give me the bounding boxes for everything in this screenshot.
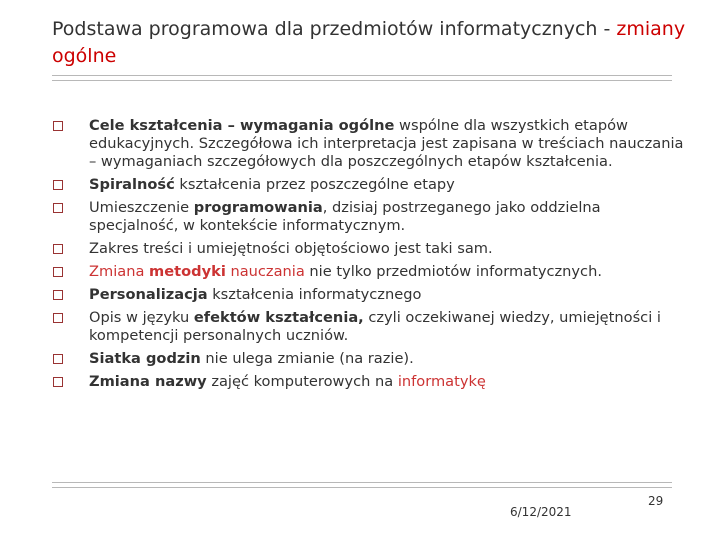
bullet-text: Zakres treści i umiejętności objętościowo jest taki sam. [89, 240, 493, 257]
square-bullet-icon [53, 267, 63, 277]
bullet-item [52, 350, 692, 368]
slide-date: 6/12/2021 [510, 505, 572, 519]
bullet-emphasis: Siatka godzin [89, 350, 201, 367]
bullet-text: , dzisiaj postrzeganego jako oddzielna specjalność, w kontekście informatycznym. [89, 199, 601, 234]
square-bullet-icon [53, 203, 63, 213]
square-bullet-icon [53, 180, 63, 190]
bullet-item [52, 373, 692, 391]
bullet-highlight-bold: metodyki [149, 263, 226, 280]
bullet-text: Opis w języku [89, 309, 194, 326]
square-bullet-icon [53, 244, 63, 254]
bullet-emphasis: Personalizacja [89, 286, 208, 303]
bullet-emphasis: programowania [193, 199, 323, 216]
square-bullet-icon [53, 313, 63, 323]
bullet-text: kształcenia przez poszczególne etapy [174, 176, 455, 193]
slide-page-number: 29 [648, 494, 664, 508]
bullet-text: Umieszczenie [89, 199, 194, 216]
footer-divider [52, 482, 672, 483]
slide-title-main: Podstawa programowa dla przedmiotów informatycznych - [52, 18, 617, 40]
bullet-emphasis: Spiralność [89, 176, 175, 193]
bullet-text: czyli oczekiwanej wiedzy, umiejętności i kompetencji personalnych uczniów. [89, 309, 661, 344]
square-bullet-icon [53, 290, 63, 300]
bullet-emphasis: Zmiana nazwy [89, 373, 207, 390]
square-bullet-icon [53, 377, 63, 387]
bullet-text: nie ulega zmianie (na razie). [200, 350, 414, 367]
square-bullet-icon [53, 121, 63, 131]
bullet-list [52, 117, 692, 396]
square-bullet-icon [53, 354, 63, 364]
bullet-text: zajęć komputerowych na [206, 373, 398, 390]
bullet-item [52, 286, 692, 304]
bullet-item [52, 117, 692, 171]
bullet-text: kształcenia informatycznego [207, 286, 422, 303]
bullet-highlight: informatykę [397, 373, 486, 390]
bullet-item [52, 199, 692, 235]
title-divider-secondary [52, 80, 672, 81]
bullet-text: nie tylko przedmiotów informatycznych. [304, 263, 602, 280]
bullet-highlight: nauczania [225, 263, 305, 280]
bullet-item [52, 263, 692, 281]
footer-divider-secondary [52, 487, 672, 488]
bullet-item [52, 309, 692, 345]
bullet-emphasis: Cele kształcenia – wymagania ogólne [89, 117, 395, 134]
bullet-text: wspólne dla wszystkich etapów edukacyjnych. Szczegółowa ich interpretacja jest zapisana w treściach nauczania – wymaganiach szczegółowych dla poszczególnych etapów kształcenia. [89, 117, 684, 170]
title-divider [52, 75, 672, 76]
slide-title-accent: zmiany ogólne [52, 18, 686, 67]
bullet-highlight: Zmiana [89, 263, 150, 280]
bullet-item [52, 240, 692, 258]
bullet-item [52, 176, 692, 194]
bullet-emphasis: efektów kształcenia, [193, 309, 364, 326]
slide-title [52, 16, 692, 70]
